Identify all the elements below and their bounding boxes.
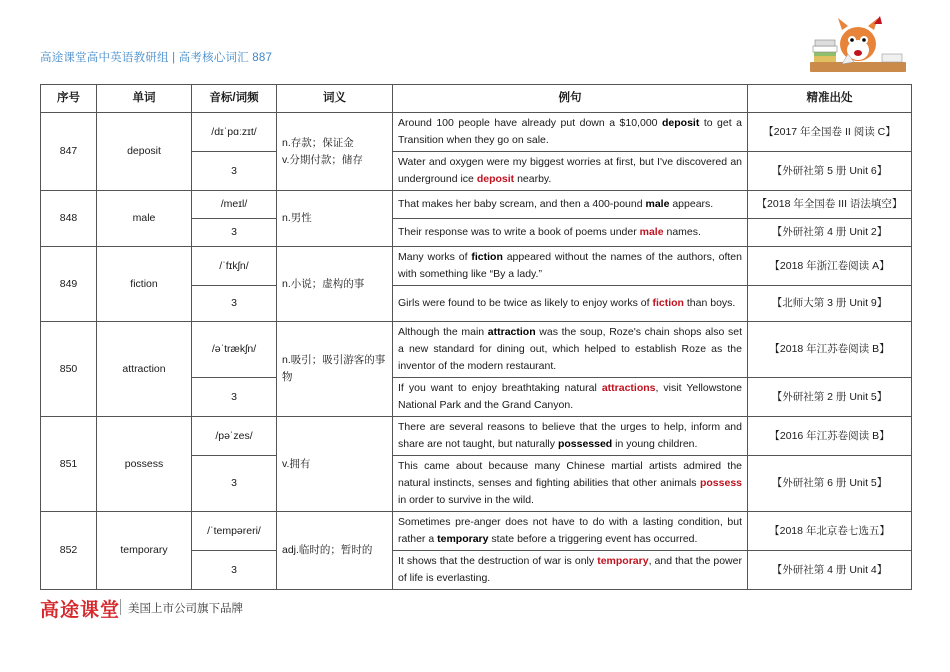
example-text: than boys. bbox=[683, 297, 736, 309]
word-cell: male bbox=[97, 191, 192, 247]
example-cell bbox=[393, 152, 748, 191]
frequency-cell: 3 bbox=[192, 219, 277, 247]
source-cell: 【外研社第 6 册 Unit 5】 bbox=[748, 456, 912, 512]
source-cell: 【2016 年江苏卷阅读 B】 bbox=[748, 417, 912, 456]
example-cell bbox=[393, 219, 748, 247]
table-header-row bbox=[41, 85, 912, 113]
example-text: Around 100 people have already put down a $10,000 bbox=[398, 117, 662, 129]
header-example: 例句 bbox=[393, 85, 748, 113]
example-text: , and that the power of life is everlasting. bbox=[398, 555, 742, 584]
example-text: Their response was to write a book of poems under bbox=[398, 226, 640, 238]
example-keyword: fiction bbox=[652, 297, 684, 309]
footer-divider bbox=[120, 599, 121, 615]
source-cell: 【2017 年全国卷 II 阅读 C】 bbox=[748, 113, 912, 152]
example-cell bbox=[393, 378, 748, 417]
phonetic-cell: /ˈtempəreri/ bbox=[192, 512, 277, 551]
example-text: in young children. bbox=[612, 438, 698, 450]
source-cell: 【2018 年江苏卷阅读 B】 bbox=[748, 322, 912, 378]
definition-cell: adj.临时的；暂时的 bbox=[277, 512, 393, 590]
example-text: Water and oxygen were my biggest worries at first, but I've discovered an underground ice bbox=[398, 156, 742, 185]
example-keyword: temporary bbox=[437, 533, 489, 545]
header-word: 单词 bbox=[97, 85, 192, 113]
example-cell bbox=[393, 322, 748, 378]
example-keyword: deposit bbox=[476, 173, 515, 185]
example-cell bbox=[393, 247, 748, 286]
example-text: It shows that the destruction of war is only bbox=[398, 555, 598, 567]
example-keyword: attraction bbox=[487, 326, 536, 338]
example-text: Sometimes pre-anger does not have to do with a lasting condition, but rather a bbox=[398, 516, 742, 545]
page-header-title: 高途课堂高中英语教研组 | 高考核心词汇 887 bbox=[40, 52, 273, 64]
table-row bbox=[41, 113, 912, 152]
example-text: Many works of bbox=[398, 251, 472, 263]
definition-cell: n.吸引；吸引游客的事物 bbox=[277, 322, 393, 417]
example-text: appears. bbox=[669, 198, 714, 210]
source-cell: 【外研社第 4 册 Unit 4】 bbox=[748, 551, 912, 590]
source-cell: 【外研社第 2 册 Unit 5】 bbox=[748, 378, 912, 417]
header-num: 序号 bbox=[41, 85, 97, 113]
example-text: Girls were found to be twice as likely to enjoy works of bbox=[398, 297, 653, 309]
frequency-cell: 3 bbox=[192, 378, 277, 417]
phonetic-cell: /pəˈzes/ bbox=[192, 417, 277, 456]
word-number: 849 bbox=[41, 247, 97, 322]
word-cell: temporary bbox=[97, 512, 192, 590]
brand-slogan: 美国上市公司旗下品牌 bbox=[128, 603, 243, 615]
example-text: was the soup, Roze's chain shops also set a new standard for dining out, which helped to establish Roze as the inventor of the modern restaurant. bbox=[398, 326, 742, 372]
table-row bbox=[41, 417, 912, 456]
example-text: If you want to enjoy breathtaking natural bbox=[398, 382, 602, 394]
mascot-illustration bbox=[808, 14, 908, 78]
table-row bbox=[41, 191, 912, 219]
example-text: names. bbox=[663, 226, 701, 238]
example-text: appeared without the names of the authors, often with something like “By a lady.” bbox=[398, 251, 742, 280]
brand-logo: 高途课堂 bbox=[40, 600, 121, 621]
example-text: , visit Yellowstone National Park and the Grand Canyon. bbox=[398, 382, 742, 411]
header-phonetic: 音标/词频 bbox=[192, 85, 277, 113]
example-text: in order to survive in the wild. bbox=[398, 494, 534, 506]
word-cell: possess bbox=[97, 417, 192, 512]
header-source: 精准出处 bbox=[748, 85, 912, 113]
source-cell: 【外研社第 4 册 Unit 2】 bbox=[748, 219, 912, 247]
example-cell bbox=[393, 417, 748, 456]
phonetic-cell: /meɪl/ bbox=[192, 191, 277, 219]
example-text: nearby. bbox=[514, 173, 552, 185]
definition-cell: n.存款；保证金 v.分期付款；储存 bbox=[277, 113, 393, 191]
source-cell: 【2018 年北京卷七选五】 bbox=[748, 512, 912, 551]
example-cell bbox=[393, 113, 748, 152]
word-number: 848 bbox=[41, 191, 97, 247]
phonetic-cell: /dɪˈpɑːzɪt/ bbox=[192, 113, 277, 152]
example-keyword: possessed bbox=[557, 438, 613, 450]
example-cell bbox=[393, 191, 748, 219]
word-number: 847 bbox=[41, 113, 97, 191]
frequency-cell: 3 bbox=[192, 456, 277, 512]
example-keyword: possess bbox=[699, 477, 742, 489]
example-cell bbox=[393, 512, 748, 551]
vocabulary-table bbox=[40, 84, 912, 590]
word-cell: attraction bbox=[97, 322, 192, 417]
example-keyword: male bbox=[639, 226, 664, 238]
phonetic-cell: /əˈtrækʃn/ bbox=[192, 322, 277, 378]
table-row bbox=[41, 322, 912, 378]
frequency-cell: 3 bbox=[192, 551, 277, 590]
source-cell: 【外研社第 5 册 Unit 6】 bbox=[748, 152, 912, 191]
table-row bbox=[41, 512, 912, 551]
definition-cell: v.拥有 bbox=[277, 417, 393, 512]
word-number: 851 bbox=[41, 417, 97, 512]
example-cell bbox=[393, 456, 748, 512]
example-keyword: deposit bbox=[661, 117, 700, 129]
example-text: That makes her baby scream, and then a 400-pound bbox=[398, 198, 646, 210]
word-number: 850 bbox=[41, 322, 97, 417]
source-cell: 【2018 年浙江卷阅读 A】 bbox=[748, 247, 912, 286]
example-cell bbox=[393, 551, 748, 590]
example-text: to get a Transition when they go on sale. bbox=[398, 117, 742, 146]
word-cell: fiction bbox=[97, 247, 192, 322]
header-definition: 词义 bbox=[277, 85, 393, 113]
example-text: There are several reasons to believe that the urges to help, inform and share are not taught, but naturally bbox=[398, 421, 742, 450]
example-text: Although the main bbox=[398, 326, 488, 338]
source-cell: 【2018 年全国卷 III 语法填空】 bbox=[748, 191, 912, 219]
frequency-cell: 3 bbox=[192, 286, 277, 322]
example-keyword: male bbox=[645, 198, 670, 210]
word-number: 852 bbox=[41, 512, 97, 590]
table-row bbox=[41, 247, 912, 286]
word-cell: deposit bbox=[97, 113, 192, 191]
frequency-cell: 3 bbox=[192, 152, 277, 191]
source-cell: 【北师大第 3 册 Unit 9】 bbox=[748, 286, 912, 322]
example-text: This came about because many Chinese martial artists admired the natural instincts, senses and fighting abilities that other animals bbox=[398, 460, 742, 489]
example-keyword: fiction bbox=[471, 251, 503, 263]
example-text: state before a triggering event has occurred. bbox=[488, 533, 698, 545]
example-keyword: attractions bbox=[601, 382, 656, 394]
definition-cell: n.小说；虚构的事 bbox=[277, 247, 393, 322]
definition-cell: n.男性 bbox=[277, 191, 393, 247]
example-cell bbox=[393, 286, 748, 322]
example-keyword: temporary bbox=[597, 555, 649, 567]
phonetic-cell: /ˈfɪkʃn/ bbox=[192, 247, 277, 286]
